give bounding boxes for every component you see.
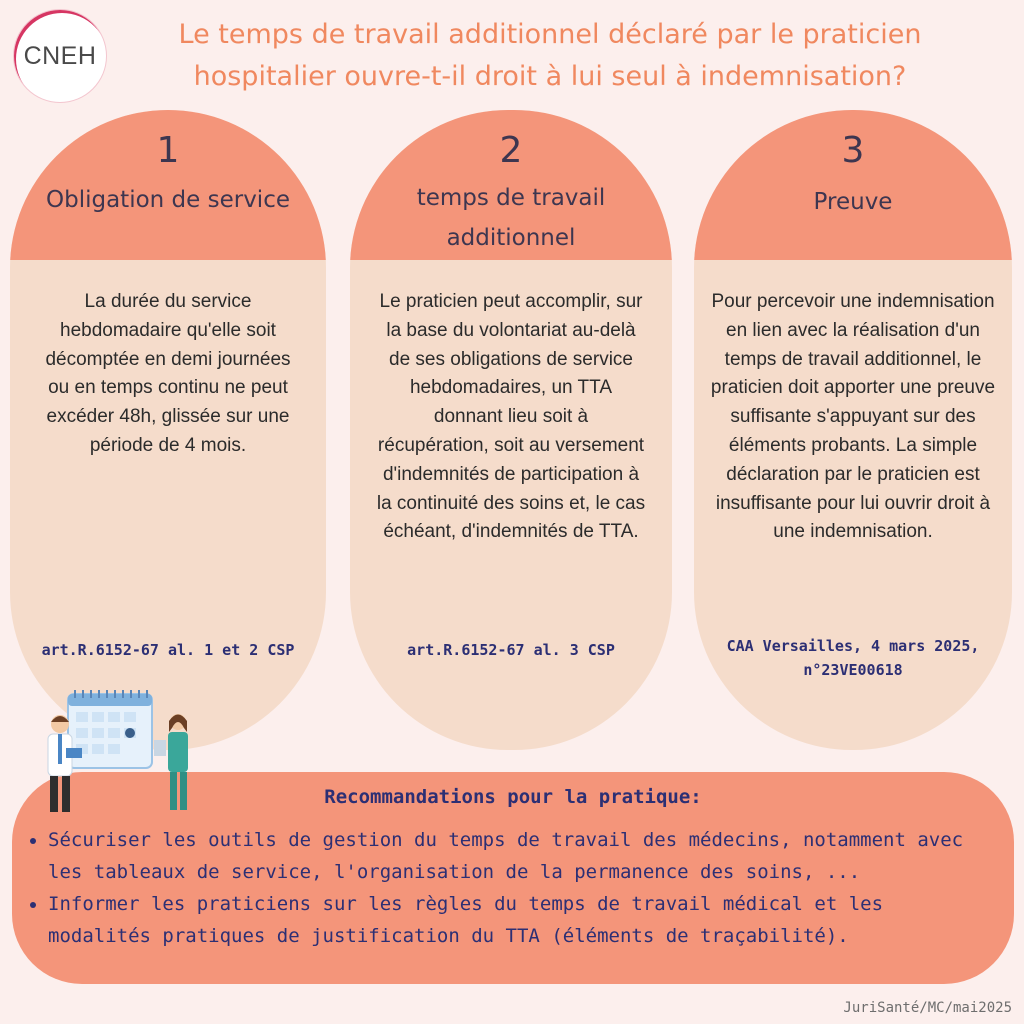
- column-temps-de-travail-additionnel: [350, 110, 672, 750]
- column-heading: Preuve: [813, 189, 893, 215]
- recommendations-title: Recommandations pour la pratique:: [324, 786, 702, 808]
- logo-text: CNEH: [23, 41, 97, 70]
- cneh-logo: [14, 10, 106, 102]
- column-reference: art.R.6152-67 al. 1 et 2 CSP: [41, 641, 295, 659]
- column-body: Pour percevoir une indemnisation en lien avec la réalisation d'un temps de travail additionnel, le praticien doit apporter une preuve suffisante s'appuyant sur des éléments probants. La simple déclaration par le praticien est insuffisante pour lui ouvrir droit à une indemnisation.: [710, 291, 996, 543]
- recommendation-item: • Informer les praticiens sur les règles du temps de travail médical et les modalités pratiques de justification du TTA (éléments de traçabilité).: [48, 888, 984, 952]
- column-reference: art.R.6152-67 al. 3 CSP: [407, 641, 615, 659]
- column-preuve: [694, 110, 1012, 750]
- column-obligation-de-service: [10, 110, 326, 750]
- column-number: 2: [499, 130, 523, 171]
- column-heading: Obligation de service: [46, 187, 290, 213]
- column-number: 1: [156, 130, 180, 171]
- nurse-figure: [154, 714, 188, 810]
- column-reference: CAA Versailles, 4 mars 2025, n°23VE00618: [726, 637, 980, 679]
- recommendation-item: • Sécuriser les outils de gestion du temps de travail des médecins, notamment avec les tableaux de service, l'organisation de la permanence des soins, ...: [48, 824, 984, 888]
- column-body: La durée du service hebdomadaire qu'elle soit décomptée en demi journées ou en temps continu ne peut excéder 48h, glissée sur une période de 4 mois.: [45, 291, 291, 456]
- column-heading: temps de travail additionnel: [416, 185, 606, 251]
- page-title: Le temps de travail additionnel déclaré par le praticien hospitalier ouvre-t-il droit à lui seul à indemnisation?: [178, 19, 922, 92]
- doctors-calendar-illustration: [30, 688, 220, 820]
- column-body: Le praticien peut accomplir, sur la base du volontariat au-delà de ses obligations de service hebdomadaires, un TTA donnant lieu soit à récupération, soit au versement d'indemnités de participation à la continuité des soins et, le cas échéant, d'indemnités de TTA.: [376, 291, 646, 543]
- footer-credit: JuriSanté/MC/mai2025: [843, 1000, 1012, 1016]
- recommendations-list: [24, 824, 984, 952]
- column-number: 3: [841, 130, 865, 171]
